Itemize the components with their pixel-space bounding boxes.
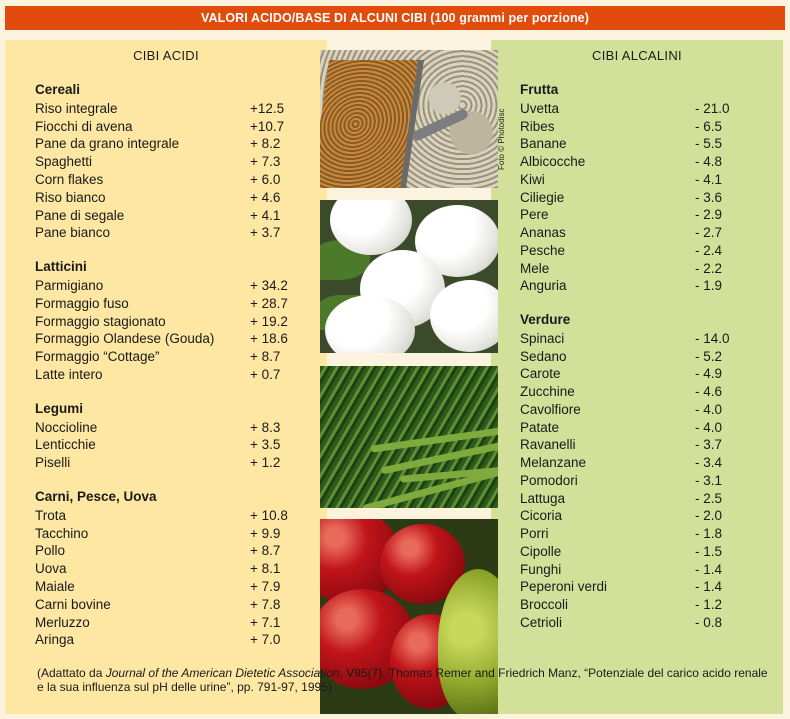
acid-base-value: + 8.2 — [250, 136, 281, 152]
acid-base-value: + 3.7 — [250, 225, 281, 241]
food-row — [520, 383, 775, 401]
food-row — [520, 330, 775, 348]
food-name: Pesche — [520, 242, 566, 258]
food-name: Spaghetti — [35, 154, 93, 170]
acid-base-value: - 2.4 — [695, 242, 723, 258]
food-name: Mele — [520, 260, 550, 276]
acid-base-value: - 5.5 — [695, 136, 723, 152]
food-name: Kiwi — [520, 171, 545, 187]
food-name: Broccoli — [520, 597, 569, 613]
food-row — [35, 100, 325, 118]
acid-base-value: - 2.0 — [695, 508, 723, 524]
egg-shape — [430, 280, 498, 352]
acid-base-value: + 8.7 — [250, 349, 281, 365]
acid-base-value: - 21.0 — [695, 100, 730, 116]
food-name: Aringa — [35, 632, 75, 648]
food-row — [35, 542, 325, 560]
food-name: Peperoni verdi — [520, 579, 608, 595]
alkaline-column-header: CIBI ALCALINI — [592, 48, 682, 63]
citation-journal: Journal of the American Dietetic Association — [105, 666, 340, 680]
acid-base-value: - 1.2 — [695, 597, 723, 613]
food-name: Pere — [520, 207, 549, 223]
food-row — [520, 525, 775, 543]
acid-base-value: - 4.9 — [695, 366, 723, 382]
food-name: Trota — [35, 507, 67, 523]
food-row — [520, 472, 775, 490]
acid-base-value: - 3.7 — [695, 437, 723, 453]
table-title: VALORI ACIDO/BASE DI ALCUNI CIBI (100 grammi per porzione) — [5, 6, 785, 30]
food-row — [35, 135, 325, 153]
acid-base-value: + 4.6 — [250, 189, 281, 205]
food-row — [35, 596, 325, 614]
food-row — [35, 507, 325, 525]
food-name: Formaggio fuso — [35, 295, 129, 311]
citation-rest: , V95(7), Thomas Remer and Friedrich Manz, “Potenziale del carico acido renale e la sua influenza sul pH delle urine”, pp. 791-97, 1995) — [37, 666, 768, 694]
food-name: Uova — [35, 561, 67, 577]
food-name: Formaggio Olandese (Gouda) — [35, 331, 215, 347]
food-row — [520, 365, 775, 383]
food-row — [520, 171, 775, 189]
food-row — [520, 206, 775, 224]
food-row — [520, 614, 775, 632]
group-title: Verdure — [520, 312, 571, 328]
food-row — [35, 436, 325, 454]
acid-base-value: + 8.3 — [250, 419, 281, 435]
food-row — [35, 118, 325, 136]
food-row — [35, 207, 325, 225]
food-name: Ribes — [520, 118, 555, 134]
food-name: Cicoria — [520, 508, 563, 524]
food-row — [520, 578, 775, 596]
citation-prefix: (Adattato da — [37, 666, 106, 680]
acid-base-value: - 2.9 — [695, 207, 723, 223]
acid-base-value: - 3.4 — [695, 455, 723, 471]
acid-base-value: - 3.1 — [695, 472, 723, 488]
food-name: Fiocchi di avena — [35, 118, 133, 134]
acid-base-value: - 1.5 — [695, 543, 723, 559]
food-name: Banane — [520, 136, 567, 152]
acid-base-value: - 4.8 — [695, 154, 723, 170]
acid-column-header: CIBI ACIDI — [133, 48, 199, 63]
food-row — [35, 330, 325, 348]
food-name: Tacchino — [35, 525, 89, 541]
food-name: Funghi — [520, 561, 562, 577]
food-name: Zucchine — [520, 384, 575, 400]
acid-base-value: - 1.4 — [695, 561, 723, 577]
food-row — [35, 419, 325, 437]
greens-photo — [320, 366, 498, 508]
food-photos — [320, 50, 498, 714]
food-row — [35, 560, 325, 578]
food-name: Porri — [520, 526, 549, 542]
acid-base-value: + 1.2 — [250, 455, 281, 471]
food-row — [35, 295, 325, 313]
acid-base-value: + 7.8 — [250, 596, 281, 612]
food-name: Carni bovine — [35, 596, 111, 612]
food-name: Maiale — [35, 579, 75, 594]
acid-base-value: + 28.7 — [250, 295, 288, 311]
food-row — [520, 490, 775, 508]
food-row — [520, 260, 775, 278]
food-row — [35, 171, 325, 189]
food-row — [520, 596, 775, 614]
food-row — [520, 242, 775, 260]
food-name: Cipolle — [520, 543, 562, 559]
food-row — [520, 401, 775, 419]
food-name: Pane di segale — [35, 207, 125, 223]
food-row — [35, 153, 325, 171]
group-title: Cereali — [35, 82, 81, 97]
grains-photo — [320, 50, 498, 188]
food-name: Latte intero — [35, 367, 103, 382]
acid-base-value: - 2.2 — [695, 260, 723, 276]
food-row — [35, 454, 325, 472]
food-name: Parmigiano — [35, 278, 104, 293]
acid-base-value: +12.5 — [250, 100, 285, 116]
food-name: Pollo — [35, 543, 66, 559]
food-row — [520, 436, 775, 454]
food-row — [520, 224, 775, 242]
food-row — [520, 561, 775, 579]
acid-base-value: +10.7 — [250, 118, 285, 134]
acid-base-value: - 3.6 — [695, 189, 723, 205]
food-name: Lattuga — [520, 490, 566, 506]
photo-credit: Foto © Photodisc — [497, 108, 506, 170]
acid-base-value: - 1.9 — [695, 278, 723, 294]
food-row — [520, 543, 775, 561]
acid-base-value: + 10.8 — [250, 507, 288, 523]
food-name: Pane da grano integrale — [35, 136, 180, 152]
acid-base-value: + 3.5 — [250, 437, 281, 453]
food-row — [35, 525, 325, 543]
food-name: Lenticchie — [35, 437, 96, 453]
scoop-shape — [411, 108, 470, 142]
food-name: Ciliegie — [520, 189, 565, 205]
food-name: Anguria — [520, 278, 567, 294]
acid-base-value: - 2.5 — [695, 490, 723, 506]
alkaline-foods-column — [491, 40, 783, 714]
source-citation — [5, 658, 783, 714]
acid-base-value: - 2.7 — [695, 225, 723, 241]
acid-base-value: - 1.4 — [695, 579, 723, 595]
food-name: Riso bianco — [35, 189, 106, 205]
group-title: Latticini — [35, 259, 87, 275]
acid-base-value: + 7.0 — [250, 632, 281, 648]
food-name: Uvetta — [520, 100, 560, 116]
food-row — [35, 189, 325, 207]
acid-base-value: + 7.3 — [250, 154, 281, 170]
acid-base-value: + 7.1 — [250, 614, 281, 630]
food-name: Cetrioli — [520, 614, 563, 630]
acid-base-value: + 19.2 — [250, 313, 288, 329]
food-row — [35, 277, 325, 295]
food-name: Formaggio stagionato — [35, 313, 166, 329]
acid-base-value: - 4.0 — [695, 419, 723, 435]
food-row — [35, 614, 325, 632]
food-name: Albicocche — [520, 154, 586, 170]
food-name: Carote — [520, 366, 561, 382]
acid-base-value: - 1.8 — [695, 526, 723, 542]
food-row — [520, 454, 775, 472]
food-name: Merluzzo — [35, 614, 90, 630]
food-row — [520, 189, 775, 207]
food-row — [35, 631, 325, 649]
food-row — [520, 135, 775, 153]
food-name: Sedano — [520, 348, 567, 364]
food-name: Noccioline — [35, 419, 98, 435]
acid-base-value: - 6.5 — [695, 118, 723, 134]
group-title: Frutta — [520, 82, 559, 97]
food-row — [520, 348, 775, 366]
food-name: Patate — [520, 419, 560, 435]
food-row — [35, 366, 325, 384]
acid-base-value: - 4.0 — [695, 401, 723, 417]
food-name: Ananas — [520, 225, 566, 241]
food-name: Pomodori — [520, 472, 578, 488]
acid-base-value: + 8.7 — [250, 543, 281, 559]
food-name: Riso integrale — [35, 100, 118, 116]
group-title: Legumi — [35, 400, 84, 416]
food-name: Cavolfiore — [520, 401, 581, 417]
acid-foods-column — [5, 40, 327, 714]
acid-base-value: + 9.9 — [250, 525, 281, 541]
food-row — [35, 313, 325, 331]
acid-base-value: - 5.2 — [695, 348, 723, 364]
food-row — [35, 578, 325, 596]
food-name: Spinaci — [520, 330, 565, 346]
food-name: Pane bianco — [35, 225, 111, 241]
food-row — [35, 348, 325, 366]
food-row — [520, 100, 775, 118]
food-row — [35, 224, 325, 242]
acid-base-value: + 8.1 — [250, 561, 281, 577]
acid-base-value: + 7.9 — [250, 579, 281, 594]
acid-base-value: + 4.1 — [250, 207, 281, 223]
acid-base-value: + 34.2 — [250, 278, 288, 293]
acid-base-value: - 14.0 — [695, 330, 730, 346]
acid-base-value: - 0.8 — [695, 614, 723, 630]
food-row — [520, 507, 775, 525]
acid-base-value: + 18.6 — [250, 331, 288, 347]
food-row — [520, 153, 775, 171]
food-name: Melanzane — [520, 455, 587, 471]
food-name: Corn flakes — [35, 172, 104, 187]
food-row — [520, 277, 775, 295]
food-name: Ravanelli — [520, 437, 576, 453]
acid-base-value: - 4.6 — [695, 384, 723, 400]
food-row — [520, 419, 775, 437]
acid-base-value: - 4.1 — [695, 171, 723, 187]
acid-base-value: + 6.0 — [250, 172, 281, 187]
group-title: Carni, Pesce, Uova — [35, 489, 157, 504]
food-name: Piselli — [35, 455, 71, 471]
food-name: Formaggio “Cottage” — [35, 349, 160, 365]
acid-base-value: + 0.7 — [250, 367, 281, 382]
grain-bowl-shape — [320, 60, 424, 188]
food-row — [520, 118, 775, 136]
eggs-photo — [320, 200, 498, 353]
